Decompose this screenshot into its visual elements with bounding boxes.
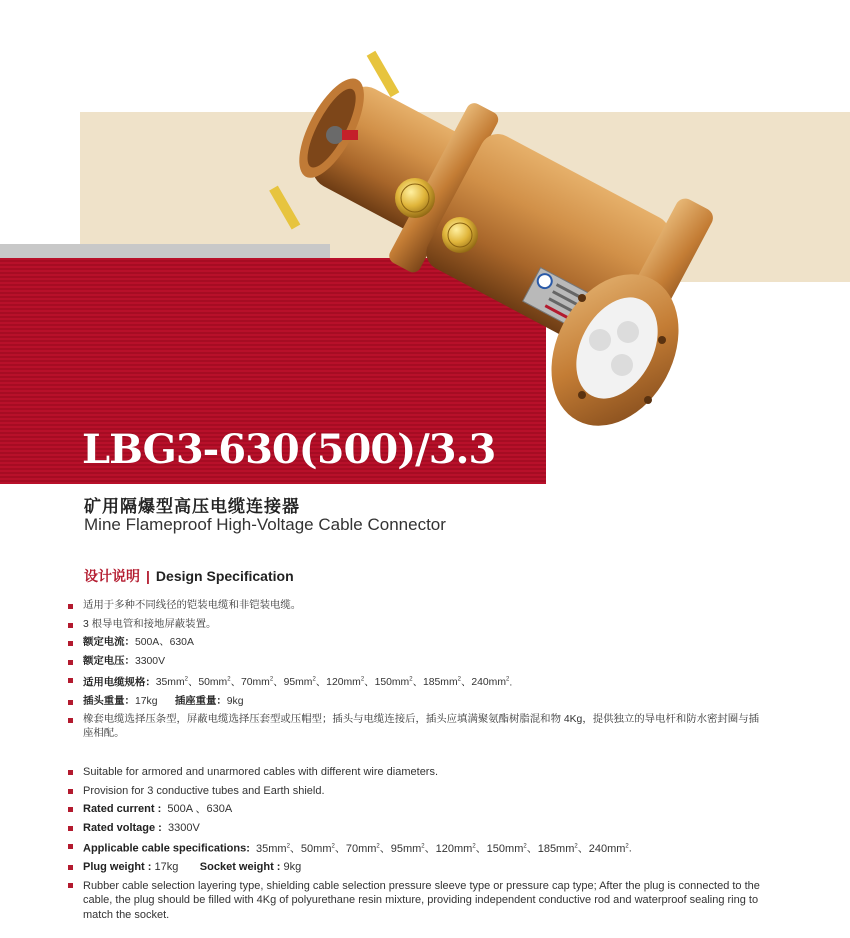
- spec-text: 500A 、630A: [167, 803, 233, 815]
- spec-label: 额定电压：: [83, 655, 135, 667]
- spec-item: [68, 819, 768, 838]
- spec-text: Provision for 3 conductive tubes and Earth shield.: [83, 784, 325, 797]
- spec-item: [68, 837, 768, 858]
- spec-item: [68, 653, 768, 672]
- spec-text: Suitable for armored and unarmored cables with different wire diameters.: [83, 766, 439, 778]
- cable-sizes: $35mm^2$、$50mm^2$、$70mm^2$、$95mm^2$、$120mm^2$、$150mm^2$、$185mm^2$、$240mm^2$.: [155, 677, 513, 689]
- spec-item: [68, 597, 768, 616]
- spec-item: [68, 711, 768, 741]
- spec-text: 17kg: [134, 695, 158, 707]
- cable-size-value: $185mm^2$: [422, 677, 461, 689]
- spec-item: [68, 763, 768, 782]
- spec-label: 插座重量：: [174, 695, 227, 707]
- section-heading-en: Design Specification: [155, 568, 294, 584]
- cable-size-value: $35mm^2$: [155, 677, 188, 689]
- spec-item: [68, 782, 768, 801]
- spec-label: Rated voltage :: [83, 821, 162, 834]
- product-title-en: Mine Flameproof High-Voltage Cable Connector: [84, 515, 446, 534]
- cable-connector-image: [250, 40, 720, 470]
- cable-size-value: $150mm^2$: [486, 842, 527, 855]
- cable-size-value: $95mm^2$: [390, 842, 425, 855]
- section-separator: |: [146, 568, 150, 584]
- spec-label: 额定电流：: [83, 637, 135, 648]
- spec-text: 适用于多种不同线径的铠装电缆和非铠装电缆。: [83, 600, 302, 611]
- spec-text: 9kg: [226, 695, 244, 707]
- spec-label: 插头重量：: [83, 695, 135, 707]
- cable-size-value: $35mm^2$: [256, 842, 290, 855]
- spec-text: 橡套电缆选择压条型，屏蔽电缆选择压套型或压帽型；插头与电缆连接后，插头应填满聚氨酯树脂混和物 4Kg，提供独立的导电杆和防水密封圈与插座相配。: [83, 714, 759, 740]
- model-number: LBG3-630(500)/3.3: [82, 426, 496, 473]
- spec-label: 适用电缆规格：: [83, 677, 156, 689]
- cable-size-value: $70mm^2$: [345, 842, 380, 855]
- cable-size-value: $120mm^2$: [435, 842, 476, 855]
- spec-item: [68, 616, 768, 635]
- spec-label: Plug weight :: [83, 861, 152, 874]
- cable-size-value: $95mm^2$: [283, 677, 316, 689]
- spec-item: [68, 858, 768, 877]
- cable-size-value: $50mm^2$: [300, 842, 335, 855]
- cable-size-value: $240mm^2$: [471, 677, 510, 689]
- spec-label: Applicable cable specifications:: [83, 842, 250, 855]
- spec-text: 3300V: [134, 655, 165, 667]
- cable-size-value: $150mm^2$: [374, 677, 413, 689]
- spec-item: [68, 693, 768, 712]
- cable-size-value: $120mm^2$: [326, 677, 365, 689]
- spec-list-en: [68, 763, 768, 922]
- cable-sizes: $35mm^2$、$50mm^2$、$70mm^2$、$95mm^2$、$120mm^2$、$150mm^2$、$185mm^2$、$240mm^2$.: [256, 842, 632, 855]
- cable-size-value: $240mm^2$: [588, 842, 629, 855]
- spec-text: Rubber cable selection layering type, shielding cable selection pressure sleeve type or pressure cap type; After the plug is connected to the cable, the plug should be filled with 4Kg of polyurethane resin mixture, providing independent conductive rod and waterproof sealing ring to match the socket.: [83, 879, 760, 921]
- cable-size-value: $50mm^2$: [198, 677, 231, 689]
- cable-size-value: $70mm^2$: [240, 677, 274, 689]
- spec-text: 17kg: [154, 861, 179, 874]
- spec-text: 3300V: [167, 821, 200, 834]
- spec-item: [68, 671, 768, 693]
- product-title-cn: 矿用隔爆型高压电缆连接器: [84, 497, 300, 516]
- section-heading-cn: 设计说明: [84, 568, 140, 584]
- spec-label: Rated current :: [83, 803, 162, 815]
- spec-item: [68, 634, 768, 653]
- spec-item: [68, 800, 768, 819]
- spec-list-cn: [68, 597, 768, 741]
- spec-item: [68, 877, 768, 923]
- spec-text: 3 根导电管和接地屏蔽装置。: [83, 618, 217, 630]
- spec-text: 9kg: [283, 861, 302, 874]
- cable-size-value: $185mm^2$: [537, 842, 578, 855]
- spec-text: 500A、630A: [134, 637, 194, 648]
- spec-label: Socket weight :: [199, 861, 281, 874]
- section-heading: [84, 566, 294, 586]
